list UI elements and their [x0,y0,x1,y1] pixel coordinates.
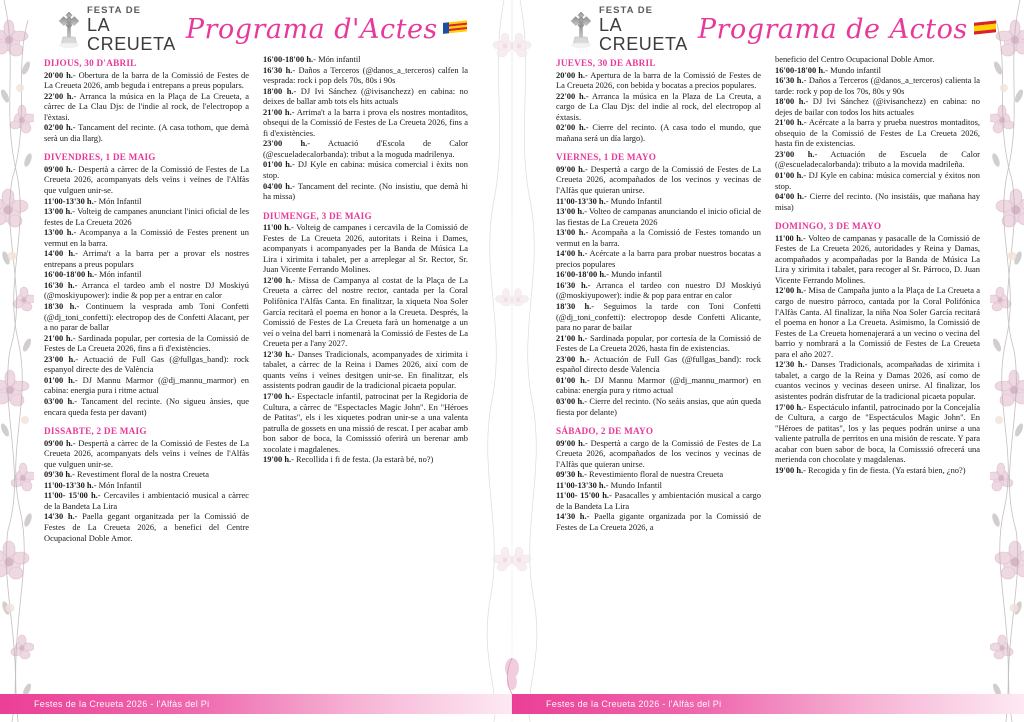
brand-name-label: LA CREUETA [87,15,176,55]
right-page-columns [512,54,1024,694]
entry-time: 11'00 h. [775,232,804,243]
brand-lockup [568,6,688,54]
schedule-entry: 16'30 h.- Daños a Terceros (@danos_a_terceros) calfen la vesprada: rock i pop dels 70s, 80s i 90s [263,64,468,86]
entry-time: 09'00 h. [556,437,585,448]
left-programa-title: Programa d'Actes [185,13,438,45]
schedule-entry: 18'30 h.- Seguimos la tarde con Toni Confetti (@dj_toni_confetti): electropop desde Confetti Alicante, para no parar de bailar [556,301,761,333]
schedule-entry: 11'00 h.- Volteo de campanas y pasacalle de la Comissió de Festes de La Creueta 2026, autoridades y Reina y Damas, acompañados y acompañadas por la Banda de Música La Lira y xirimita i tabalet, para recoger al Sr. Párroco, D. Juan Vicente Ferrando Molines. [775,232,981,285]
schedule-entry: 17'00 h.- Espectacle infantil, patrocinat per la Regidoria de Cultura, a càrrec de "Espectacles Magic John". En "Héroes de Patitas", els i les xiquetes podran unir-se a una valenta patrulla de gossets en una missió de rescat. I per acabar amb bon sabor de boca, la Comisssió oferirà un berenar amb xocolate i magdalenes. [263,390,468,454]
schedule-entry: 11'00-13'30 h.- Mundo Infantil [556,195,662,206]
entry-time: 21'00 h. [44,332,73,343]
right-page-footer [512,694,1024,714]
entry-time: 12'30 h. [263,348,293,359]
schedule-entry: 14'00 h.- Acércate a la barra para probar nuestros bocatas a precios populares [556,248,761,269]
schedule-entry: 09'00 h.- Despertà a cargo de la Comissió de Festes de La Creueta 2026, acompañados de los vecinos y vecinas de l'Alfàs que quieran unirse. [556,437,761,469]
day-heading: DIUMENGE, 3 DE MAIG [263,210,372,221]
entry-time: 02'00 h. [44,122,73,133]
entry-time: 11'00-13'30 h. [44,479,94,490]
right-page [512,0,1024,722]
left-column-1 [44,54,249,694]
entry-time: 12'00 h. [775,285,804,296]
entry-time: 04'00 h. [263,180,293,191]
left-page-columns [0,54,512,694]
schedule-entry: 11'00-13'30 h.- Món Infantil [44,479,142,490]
schedule-entry: 03'00 h.- Tancament del recinte. (No sigueu ànsies, que encara queda festa per davant) [44,395,249,417]
entry-time: 23'00 h. [775,148,815,159]
valencian-flag-icon [442,20,468,37]
entry-time: 02'00 h. [556,122,586,133]
entry-time: 13'00 h. [556,227,586,238]
footer-label: Festes de la Creueta 2026 - l'Alfàs del Pi [546,699,722,709]
schedule-entry: 01'00 h.- DJ Kyle en cabina: música comercial i èxits non stop. [263,159,468,181]
continuation-text: beneficio del Centro Ocupacional Doble Amor. [775,54,935,64]
entry-time: 17'00 h. [263,390,292,401]
schedule-entry: 14'30 h.- Paella gigante organizada por la Comissió de Festes de La Creueta 2026, a [556,511,761,532]
creueta-cross-icon [56,10,82,50]
schedule-entry: 11'00-13'30 h.- Món Infantil [44,195,142,206]
schedule-entry: 18'00 h.- DJ Ivi Sánchez (@ivisanchezz) en cabina: no deixes de ballar amb tots els hits actuals [263,85,468,107]
right-column-1 [556,54,761,694]
day-heading: DIJOUS, 30 D'ABRIL [44,58,137,68]
schedule-entry: 01'00 h.- DJ Mannu Marmor (@dj_mannu_marmor) en cabina: energía pura y ritmo actual [556,374,761,396]
entry-time: 21'00 h. [263,106,292,117]
schedule-entry: 09'00 h.- Despertà a càrrec de la Comissió de Festes de La Creueta 2026, acompanyats dels veïns i veïnes de l'Alfàs que vulguen unir-se. [44,163,249,196]
entry-time: 16'00-18'00 h. [556,269,607,280]
entry-time: 11'00- 15'00 h. [44,490,98,501]
schedule-entry: 12'00 h.- Missa de Campanya al costat de la Plaça de La Creueta a càrrec del nostre rector, cantada per la Coral Polifònica l'Alfàs Canta. En finalitzar, la xiqueta Noa Soler García recitarà el poema en honor a la Creueta. Després, la Comissió de Festes de La Creueta farà un homenatge a un veí o veïna del barri i nomenarà la Comissió de Festes de La Creueta per a l'any 2027. [263,274,468,349]
entry-time: 16'00-18'00 h. [775,64,826,75]
entry-time: 13'00 h. [44,206,73,217]
entry-time: 19'00 h. [263,454,292,465]
schedule-entry: 09'30 h.- Revestiment floral de la nostra Creueta [44,469,209,480]
entry-time: 20'00 h. [556,69,585,80]
schedule-entry: 11'00-13'30 h.- Mundo Infantil [556,479,662,490]
entry-time: 11'00 h. [263,222,292,233]
schedule-entry: 11'00 h.- Volteig de campanes i cercavila de la Comissió de Festes de La Creueta 2026, autoritats i Reina i Dames, acompanyats i acompanyades per la Banda de Música La Lira i xirimita i tabalet, per a arreplegar al Sr. Rector, Sr. Juan Vicente Ferrando Molines. [263,222,468,275]
entry-time: 03'00 h. [556,395,585,406]
schedule-entry: 12'00 h.- Misa de Campaña junto a la Plaça de La Creueta a cargo de nuestro párroco, cantada por la Coral Polifónica l'Alfàs Canta. Al finalizar, la niña Noa Soler García recitará el poema en honor a La Creueta. Asimismo, la Comissió de Festes de La Creueta homenajerará a un vecino o vecina del barrio y nombrará a la Comissió de Festes de La Creueta para el año 2027. [775,285,980,359]
entry-time: 14'00 h. [556,248,585,259]
entry-time: 01'00 h. [44,374,75,385]
day-heading: JUEVES, 30 DE ABRIL [556,58,656,68]
entry-time: 13'00 h. [44,227,74,238]
entry-time: 23'00 h. [44,353,76,364]
entry-time: 18'00 h. [775,96,806,107]
entry-time: 01'00 h. [556,374,587,385]
schedule-entry: 23'00 h.- Actuación de Escuela de Calor (@escueladecalorbanda): tributo a la movida madrileña. [775,148,980,170]
schedule-entry: 12'30 h.- Danses Tradicionals, acompanyades de xirimita i tabalet, a càrrec de la Reina i Dames 2026, així com de quants veïns i veïnes desitgen unir-se. En finalitzar, els assistents podran gaudir de la tradicional picaeta popular. [263,348,468,391]
entry-time: 11'00-13'30 h. [44,195,94,206]
schedule-entry: 02'00 h.- Tancament del recinte. (A casa tothom, que demà serà un dia llarg). [44,122,249,143]
left-page-footer [0,694,512,714]
schedule-entry: 18'00 h.- DJ Ivi Sánchez (@ivisanchezz) en cabina: no dejes de bailar con todos los hits actuales [775,96,980,117]
schedule-entry: 20'00 h.- Apertura de la barra de la Comissió de Festes de La Creueta 2026, con bebida y bocatas a precios populares. [556,69,761,91]
schedule-entry: 16'00-18'00 h.- Món infantil [44,269,142,280]
brand-name-label: LA CREUETA [599,15,688,55]
schedule-entry: 09'00 h.- Despertà a cargo de la Comissió de Festes de La Creueta 2026, acompañados de los vecinos y vecinas de l'Alfàs que quieran unirse. [556,163,761,196]
right-page-header [512,0,1024,54]
entry-time: 16'30 h. [263,64,293,75]
day-heading: DIVENDRES, 1 DE MAIG [44,152,156,163]
entry-time: 16'30 h. [556,279,588,290]
day-heading: VIERNES, 1 DE MAYO [556,152,657,163]
schedule-entry: 17'00 h.- Espectáculo infantil, patrocinado por la Concejalía de Cultura, a cargo de "Espectáculos Magic John". En "Héroes de patitas", los y las peques podrán unirse a una valiente patrulla de perritos en una misión de rescate. Y para acabar con buen sabor de boca, la Comisssió ofrecerá una merienda con chocolate y magdalenas. [775,401,980,465]
brand-festa-label: FESTA DE [87,4,141,16]
entry-time: 11'00-13'30 h. [556,479,606,490]
schedule-entry: 13'00 h.- Volteig de campanes anunciant l'inici oficial de les festes de La Creueta 2026 [44,206,249,227]
entry-time: 09'30 h. [44,469,73,480]
schedule-entry: 04'00 h.- Cierre del recinto. (No insistáis, que mañana hay misa) [775,191,980,212]
entry-time: 04'00 h. [775,191,804,202]
entry-time: 14'30 h. [556,511,587,522]
entry-time: 14'30 h. [44,511,75,522]
schedule-entry: 21'00 h.- Sardinada popular, per cortesia de la Comissió de Festes de La Creueta 2026, fins a fi d'existències. [44,332,249,354]
schedule-entry: 04'00 h.- Tancament del recinte. (No insistiu, que demà hi ha missa) [263,180,468,202]
entry-time: 16'00-18'00 h. [44,269,95,280]
day-heading: DOMINGO, 3 DE MAYO [775,221,882,232]
schedule-entry: 13'00 h.- Volteo de campanas anunciando el inicio oficial de las fiestas de La Creueta 2026 [556,206,761,227]
entry-time: 18'30 h. [556,301,592,312]
entry-time: 18'30 h. [44,301,77,312]
schedule-entry: 23'00 h.- Actuació de Full Gas (@fullgas_band): rock espanyol directe des de València [44,353,249,375]
entry-time: 01'00 h. [775,170,804,181]
entry-time: 09'30 h. [556,469,585,480]
entry-time: 11'00-13'30 h. [556,195,606,206]
schedule-entry: 03'00 h.- Cierre del recinto. (No seáis ansias, que aún queda fiesta por delante) [556,395,762,417]
entry-time: 21'00 h. [556,332,585,343]
schedule-entry: 16'00-18'00 h.- Mundo infantil [556,269,662,280]
spanish-flag-icon [972,20,998,37]
brand-festa-label: FESTA DE [599,4,653,16]
schedule-entry: 14'30 h.- Paella gegant organitzada per la Comissió de Festes de La Creueta 2026, a benefici del Centre Ocupacional Doble Amor. [44,511,249,543]
entry-time: 16'30 h. [44,279,75,290]
schedule-entry: 11'00- 15'00 h.- Pasacalles y ambientación musical a cargo de la Bandeta La Lira [556,490,761,511]
entry-time: 09'00 h. [44,163,73,174]
schedule-entry: 21'00 h.- Acércate a la barra y prueba nuestros montaditos, obsequio de la Comissió de Festes de La Creueta 2026, hasta fin de existencias. [775,117,980,149]
left-page-header [0,0,512,54]
entry-time: 16'30 h. [775,75,804,86]
day-heading: DISSABTE, 2 DE MAIG [44,426,147,437]
entry-time: 16'00-18'00 h. [263,54,314,64]
schedule-entry: 09'30 h.- Revestimiento floral de nuestra Creueta [556,469,724,480]
footer-label: Festes de la Creueta 2026 - l'Alfàs del Pi [34,699,210,709]
schedule-entry: 16'30 h.- Daños a Terceros (@danos_a_terceros) calienta la tarde: rock y pop de los 70s, 80s y 90s [775,75,980,96]
schedule-entry: 19'00 h.- Recollida i fi de festa. (Ja estarà bé, no?) [263,454,434,465]
entry-time: 22'00 h. [44,90,74,101]
right-programa-title: Programa de Actos [697,13,968,45]
entry-time: 11'00- 15'00 h. [556,490,610,501]
entry-time: 21'00 h. [775,117,804,128]
schedule-entry: 21'00 h.- Arrima't a la barra i prova els nostres montaditos, obsequi de la Comissió de Festes de La Creueta 2026, fins a fi d'existències. [263,106,468,138]
entry-time: 19'00 h. [775,464,804,475]
left-column-2 [263,54,468,694]
schedule-entry: 22'00 h.- Arranca la música en la Plaza de La Creuta, a cargo de La Clau Djs: del indie al rock, del electropop al éxtasis. [556,90,761,122]
schedule-entry: 12'30 h.- Danses Tradicionals, acompañadas de xirimita i tabalet, a cargo de la Reina y Damas 2026, así como de cuantos vecinos y vecinas deseen unirse. Al finalizar, los asistentes podrán disfrutar de la tradicional picaeta popular. [775,359,980,401]
entry-time: 13'00 h. [556,206,585,217]
entry-time: 14'00 h. [44,248,76,259]
schedule-entry: 22'00 h.- Arranca la música en la Plaça de La Creueta, a càrrec de La Clau Djs: de l'indie al rock, de l'electropop a l'èxtasi. [44,90,249,122]
schedule-entry: 23'00 h.- Actuació d'Escola de Calor (@escueladecalorbanda): tribut a la moguda madrilenya. [263,138,468,159]
entry-time: 01'00 h. [263,159,293,170]
entry-time: 23'00 h. [556,353,587,364]
schedule-entry: 16'00-18'00 h.- Món infantil [263,54,361,64]
schedule-entry: 02'00 h.- Cierre del recinto. (A casa todo el mundo, que mañana será un día largo). [556,122,761,143]
page-fold-divider [511,0,513,722]
entry-time: 17'00 h. [775,401,804,412]
schedule-entry: 11'00- 15'00 h.- Cercaviles i ambientació musical a càrrec de la Bandeta La Lira [44,490,249,511]
entry-time: 22'00 h. [556,90,586,101]
schedule-entry: 18'30 h.- Continuem la vesprada amb Toni Confetti (@dj_toni_confetti): electropop des de Confetti Alacant, per a no parar de ballar [44,301,249,333]
schedule-entry: 16'30 h.- Arranca el tardeo amb el nostre DJ Moskiyú (@moskiyupower): indie & pop per a entrar en calor [44,279,249,301]
brand-lockup [56,6,176,54]
entry-time: 09'00 h. [556,163,585,174]
entry-time: 18'00 h. [263,85,294,96]
entry-time: 03'00 h. [44,395,75,406]
creueta-cross-icon [568,10,594,50]
schedule-entry: 16'00-18'00 h.- Mundo infantil [775,64,881,75]
schedule-entry: 09'00 h.- Despertà a càrrec de la Comissió de Festes de La Creueta 2026, acompanyats dels veïns i veïnes de l'Alfàs que vulguen unir-se. [44,437,249,469]
schedule-entry: 23'00 h.- Actuación de Full Gas (@fullgas_band): rock español directo desde Valencia [556,353,761,375]
schedule-entry: 21'00 h.- Sardinada popular, por cortesía de la Comissió de Festes de La Creueta 2026, hasta fin de existencias. [556,332,761,354]
schedule-entry: 14'00 h.- Arrima't a la barra per a provar els nostres entrepans a preus populars [44,248,249,269]
right-column-2 [775,54,980,694]
schedule-entry: 01'00 h.- DJ Mannu Marmor (@dj_mannu_marmor) en cabina: energia pura i ritme actual [44,374,249,396]
schedule-entry: 01'00 h.- DJ Kyle en cabina: música comercial y éxitos non stop. [775,170,980,191]
entry-time: 20'00 h. [44,69,73,80]
schedule-entry: 16'30 h.- Arranca el tardeo con nuestro DJ Moskiyú (@moskiyupower): indie & pop para entrar en calor [556,279,761,301]
entry-time: 12'30 h. [775,359,805,370]
schedule-entry: 19'00 h.- Recogida y fin de fiesta. (Ya estará bien, ¿no?) [775,464,966,475]
schedule-entry: 13'00 h.- Acompaña a la Comissió de Festes tomando un vermut en la barra. [556,227,761,248]
schedule-entry: 20'00 h.- Obertura de la barra de la Comissió de Festes de La Creueta 2026, amb beguda i entrepans a preus populars. [44,69,249,91]
day-heading: SÁBADO, 2 DE MAYO [556,426,654,437]
entry-time: 09'00 h. [44,437,73,448]
schedule-entry: 13'00 h.- Acompanya a la Comissió de Festes prenent un vermut en la barra. [44,227,249,248]
entry-time: 12'00 h. [263,274,293,285]
entry-time: 23'00 h. [263,138,308,149]
center-ornament [496,656,528,696]
